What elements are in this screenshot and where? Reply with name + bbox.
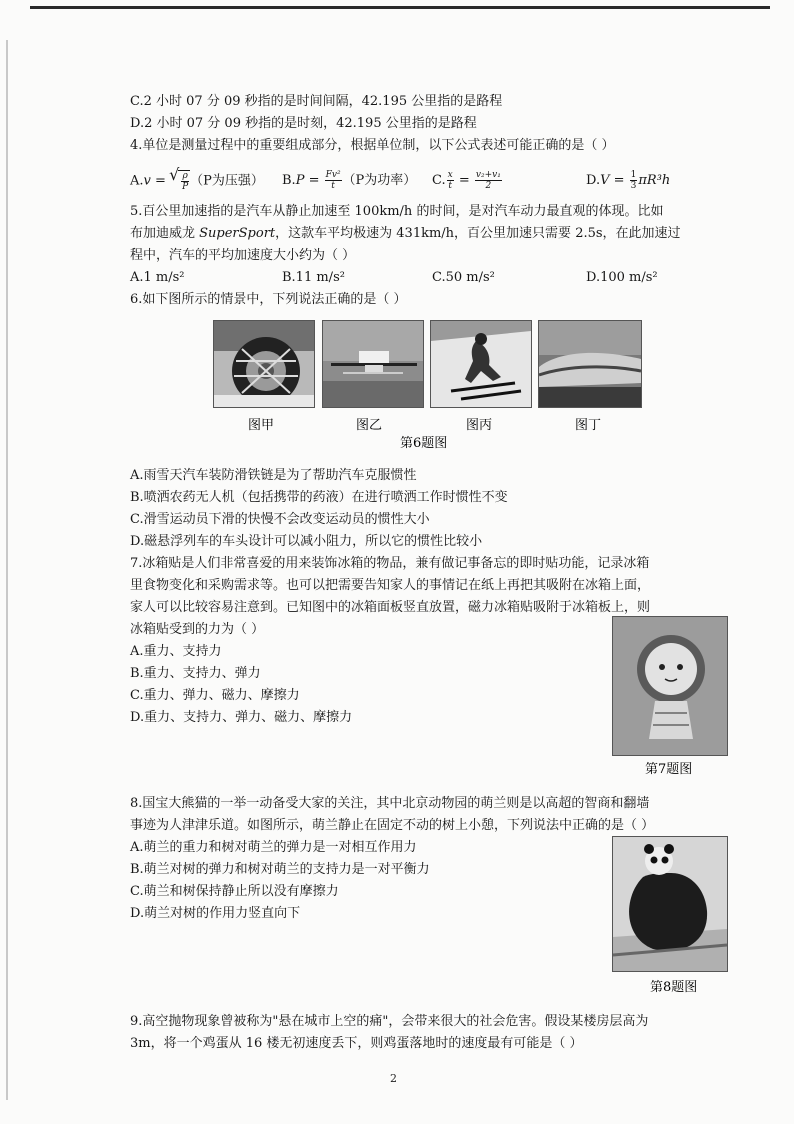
panda-image xyxy=(613,837,727,971)
q9-stem-line2: 3m，将一个鸡蛋从 16 楼无初速度丢下，则鸡蛋落地时的速度最有可能是（ ） xyxy=(130,1036,583,1051)
q6-option-c: C.滑雪运动员下滑的快慢不会改变运动员的惯性大小 xyxy=(130,512,430,527)
figure-6-yi-drone xyxy=(322,320,424,408)
fridge-magnet-image xyxy=(613,617,727,755)
q8-option-d: D.萌兰对树的作用力竖直向下 xyxy=(130,906,301,921)
q7-option-b: B.重力、支持力、弹力 xyxy=(130,666,261,681)
figure-8-title: 第8题图 xyxy=(650,980,698,995)
q3-option-d: D.2 小时 07 分 09 秒指的是时刻，42.195 公里指的是路程 xyxy=(130,116,477,131)
q7-option-a: A.重力、支持力 xyxy=(130,644,222,659)
q6-option-d: D.磁悬浮列车的车头设计可以减小阻力，所以它的惯性比较小 xyxy=(130,534,483,549)
drone-image xyxy=(323,321,423,407)
skier-image xyxy=(431,321,531,407)
q4-option-b: B.P = $\frac{\text{Fv²}}{t}$ （P为功率） xyxy=(282,170,417,191)
caption-ding: 图丁 xyxy=(575,418,602,433)
caption-jia: 图甲 xyxy=(248,418,275,433)
tire-chain-image xyxy=(214,321,314,407)
q8-option-a: A.萌兰的重力和树对萌兰的弹力是一对相互作用力 xyxy=(130,840,417,855)
q7-stem-line4: 冰箱贴受到的力为（ ） xyxy=(130,622,265,637)
maglev-image xyxy=(539,321,641,407)
q8-stem-line1: 8.国宝大熊猫的一举一动备受大家的关注，其中北京动物园的萌兰则是以高超的智商和翻墙 xyxy=(130,796,650,811)
q6-option-a: A.雨雪天汽车装防滑铁链是为了帮助汽车克服惯性 xyxy=(130,468,417,483)
q6-option-b: B.喷洒农药无人机（包括携带的药液）在进行喷洒工作时惯性不变 xyxy=(130,490,508,505)
scan-top-edge xyxy=(30,6,770,9)
q4-option-d: D.V = $\frac{1}{3}$ πR³h xyxy=(586,170,671,191)
q9-stem-line1: 9.高空抛物现象曾被称为"悬在城市上空的痛"，会带来很大的社会危害。假设某楼房层高为 xyxy=(130,1014,649,1029)
q7-option-c: C.重力、弹力、磁力、摩擦力 xyxy=(130,688,300,703)
q4-stem: 4.单位是测量过程中的重要组成部分，根据单位制，以下公式表述可能正确的是（ ） xyxy=(130,138,615,153)
figure-8-panda xyxy=(612,836,728,972)
q7-stem-line3: 家人可以比较容易注意到。已知图中的冰箱面板竖直放置，磁力冰箱贴吸附于冰箱板上，则 xyxy=(130,600,651,615)
figure-7-title: 第7题图 xyxy=(645,762,693,777)
q5-option-a: A.1 m/s² xyxy=(130,270,185,285)
q7-stem-line2: 里食物变化和采购需求等。也可以把需要告知家人的事情记在纸上再把其吸附在冰箱上面， xyxy=(130,578,651,593)
page-number: 2 xyxy=(390,1072,397,1085)
q5-option-c: C.50 m/s² xyxy=(432,270,495,285)
q5-option-b: B.11 m/s² xyxy=(282,270,345,285)
caption-yi: 图乙 xyxy=(356,418,383,433)
caption-bing: 图丙 xyxy=(466,418,493,433)
sqrt-sign: √ $\frac{\rho}{P}$ xyxy=(178,170,190,192)
q7-stem-line1: 7.冰箱贴是人们非常喜爱的用来装饰冰箱的物品，兼有做记事备忘的即时贴功能，记录冰箱 xyxy=(130,556,650,571)
q8-option-c: C.萌兰和树保持静止所以没有摩擦力 xyxy=(130,884,339,899)
q4-option-a: A.v = √ $\frac{\rho}{P}$ （P为压强） xyxy=(130,170,264,192)
figure-6-jia-tire-chain xyxy=(213,320,315,408)
q7-option-d: D.重力、支持力、弹力、磁力、摩擦力 xyxy=(130,710,353,725)
q8-option-b: B.萌兰对树的弹力和树对萌兰的支持力是一对平衡力 xyxy=(130,862,430,877)
q3-option-c: C.2 小时 07 分 09 秒指的是时间间隔，42.195 公里指的是路程 xyxy=(130,94,503,109)
q4-option-c: C. $\frac{x}{t}$ = $\frac{\text{v₂+v₁}}{2}$ xyxy=(432,170,501,191)
q6-stem: 6.如下图所示的情景中，下列说法正确的是（ ） xyxy=(130,292,407,307)
scan-left-edge xyxy=(6,40,8,1100)
q8-stem-line2: 事迹为人津津乐道。如图所示，萌兰静止在固定不动的树上小憩，下列说法中正确的是（ ） xyxy=(130,818,655,833)
q5-option-d: D.100 m/s² xyxy=(586,270,658,285)
figure-6-bing-skier xyxy=(430,320,532,408)
q5-stem-line2: 布加迪威龙 SuperSport，这款车平均极速为 431km/h，百公里加速只需要 2.5s，在此加速过 xyxy=(130,226,681,241)
figure-6-title: 第6题图 xyxy=(400,436,448,451)
q5-stem-line3: 程中，汽车的平均加速度大小约为（ ） xyxy=(130,248,356,263)
figure-7-fridge-magnet xyxy=(612,616,728,756)
q5-stem-line1: 5.百公里加速指的是汽车从静止加速至 100km/h 的时间，是对汽车动力最直观的体现。比如 xyxy=(130,204,664,219)
figure-6-ding-maglev-train xyxy=(538,320,642,408)
